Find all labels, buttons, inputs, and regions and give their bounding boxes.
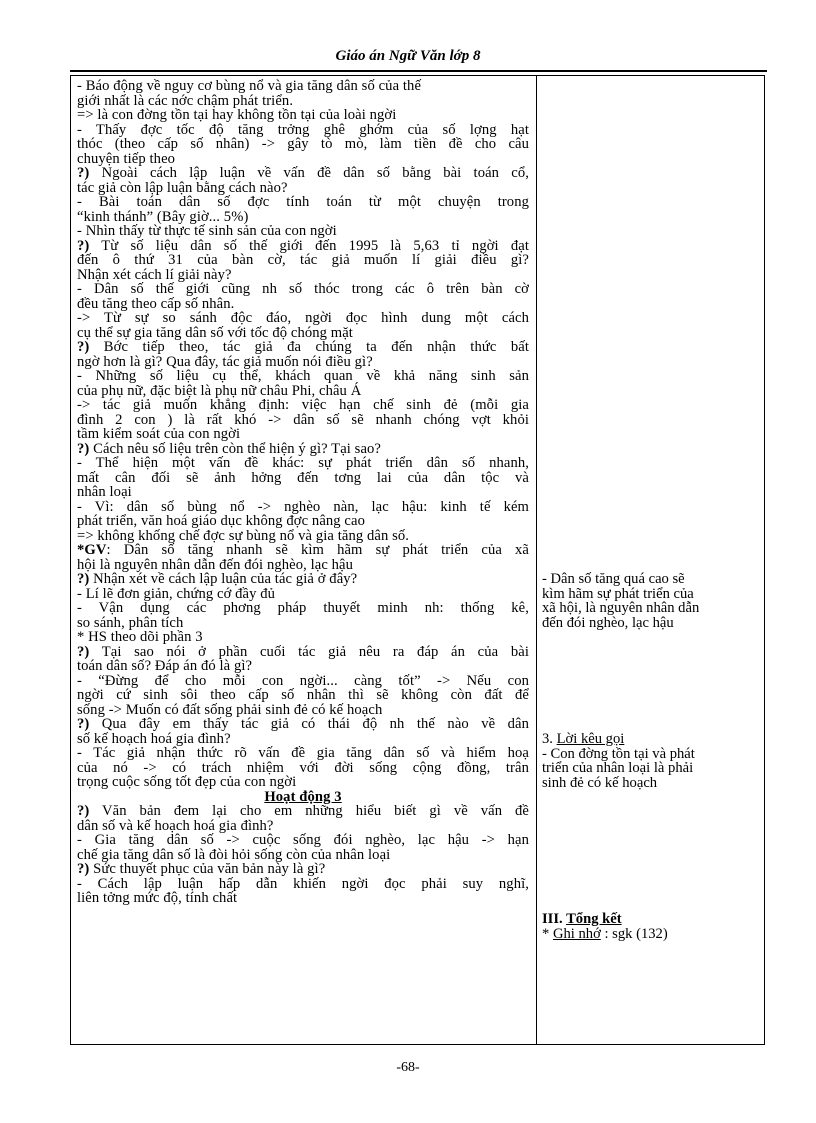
text-line xyxy=(77,732,529,747)
note-line: - Dân số tăng quá cao sẽ xyxy=(542,571,685,587)
line-text: - Thấy đợc tốc độ tăng trởng ghê ghớm của số lợng hạt xyxy=(77,121,529,138)
line-text: dân số và kế hoạch hoá gia đình? xyxy=(77,817,274,834)
line-text: ngờ hơn là gì? Qua đây, tác giả muốn nói điều gì? xyxy=(77,353,373,370)
text-line xyxy=(77,775,529,790)
line-text: - Thể hiện một vấn đề khác: sự phát triển dân số nhanh, xyxy=(77,455,529,471)
line-text: - Vận dụng các phơng pháp thuyết minh nh: thống kê, xyxy=(77,600,529,616)
text-line xyxy=(77,398,529,413)
text-line xyxy=(77,108,529,123)
note-line: đến đói nghèo, lạc hậu xyxy=(542,614,674,631)
section-3 xyxy=(542,732,754,790)
text-line xyxy=(77,340,529,355)
line-text: phát triển, văn hoá giáo dục không đợc nâng cao xyxy=(77,513,365,529)
text-line xyxy=(77,471,529,486)
text-line xyxy=(77,268,529,283)
line-text: toán dân số? Đáp án đó là gì? xyxy=(77,658,253,674)
section-number: 3. xyxy=(542,731,553,747)
text-line xyxy=(77,413,529,428)
text-line xyxy=(77,152,529,167)
line-text: chế gia tăng dân số là đòi hỏi sống còn của nhân loại xyxy=(77,846,391,863)
line-text: giới nhất là các nớc chậm phát triển. xyxy=(77,92,294,109)
section-3-heading xyxy=(542,732,754,747)
text-line xyxy=(77,572,529,587)
text-line xyxy=(77,94,529,109)
text-line xyxy=(77,514,529,529)
line-text: chuyện tiếp theo xyxy=(77,150,176,167)
line-text: liên tởng mức độ, tính chất xyxy=(77,890,238,906)
text-line xyxy=(77,239,529,254)
line-text: * HS theo dõi phần 3 xyxy=(77,629,203,645)
line-text: - Tác giả nhận thức rõ vấn đề gia tăng dân số và hiểm hoạ xyxy=(77,745,529,761)
line-text: - Bài toán dân số đợc tính toán từ một chuyện trong xyxy=(77,194,529,210)
question-marker: ?) xyxy=(77,339,90,355)
summary-section xyxy=(542,912,754,941)
line-text: hội là nguyên nhân dẫn đến đói nghèo, lạc hậu xyxy=(77,556,354,573)
line-text: - “Đừng để cho mỗi con ngời... càng tốt” -> Nếu con xyxy=(77,672,529,689)
text-line xyxy=(77,369,529,384)
line-text: Ngoài cách lập luận về vấn đề dân số bằng bài toán cổ, xyxy=(101,165,529,181)
line-text: - Vì: dân số bùng nổ -> nghèo nàn, lạc hậu: kinh tế kém xyxy=(77,498,529,515)
text-line xyxy=(77,703,529,718)
text-line xyxy=(77,195,529,210)
line-text: Tại sao nói ở phần cuối tác giả nêu ra đáp án của bài xyxy=(101,643,529,660)
line-text: Cách nêu số liệu trên còn thể hiện ý gì? Tại sao? xyxy=(93,440,382,457)
text-line xyxy=(77,688,529,703)
line-text: “kinh thánh” (Bây giờ... 5%) xyxy=(77,208,249,225)
text-line xyxy=(77,529,529,544)
line-text: - Những số liệu cụ thể, khách quan về khả năng sinh sản xyxy=(77,368,529,384)
text-line xyxy=(77,181,529,196)
page-number: -68- xyxy=(396,1060,420,1075)
text-line xyxy=(77,326,529,341)
question-marker: ?) xyxy=(77,440,90,457)
line-text: so sánh, phân tích xyxy=(77,614,184,631)
text-line xyxy=(77,587,529,602)
text-line xyxy=(77,79,529,94)
line-text: - Báo động về nguy cơ bùng nổ và gia tăng dân số của thế xyxy=(77,79,422,94)
text-line xyxy=(77,862,529,877)
text-line xyxy=(77,819,529,834)
summary-title: Tổng kết xyxy=(566,911,622,927)
text-line xyxy=(77,500,529,515)
summary-note xyxy=(542,927,754,942)
line-text: mất cân đối sẽ ảnh hởng đến tơng lai của dân tộc và xyxy=(77,469,529,486)
line-text: ngời cứ sinh sôi theo cấp số nhân thì sẽ không còn đất để xyxy=(77,687,529,703)
question-marker: ?) xyxy=(77,861,90,877)
line-text: Từ số liệu dân số thế giới đến 1995 là 5,63 tỉ ngời đạt xyxy=(101,237,529,254)
note-line: kìm hãm sự phát triển của xyxy=(542,585,694,602)
text-line xyxy=(77,630,529,645)
note-text: : sgk (132) xyxy=(600,925,668,942)
text-line xyxy=(77,137,529,152)
population-consequence-note xyxy=(542,572,754,630)
question-marker: ?) xyxy=(77,643,90,660)
text-line xyxy=(77,210,529,225)
text-line xyxy=(77,282,529,297)
line-text: - Dân số thế giới cũng nh số thóc trong các ô trên bàn cờ xyxy=(77,281,529,297)
text-line xyxy=(77,123,529,138)
text-line xyxy=(77,717,529,732)
text-line xyxy=(77,166,529,181)
line-text: - Lí lẽ đơn giản, chứng cớ đầy đủ xyxy=(77,585,276,602)
question-marker: ?) xyxy=(77,716,90,732)
line-text: => không khống chế đợc sự bùng nổ và gia tăng dân số. xyxy=(77,527,410,544)
text-line xyxy=(77,877,529,892)
line-text: tầm kiểm soát của con ngời xyxy=(77,426,241,442)
text-line xyxy=(77,746,529,761)
text-line xyxy=(77,355,529,370)
line-text: của phụ nữ, đặc biệt là phụ nữ châu Phi, châu Á xyxy=(77,382,362,399)
text-line xyxy=(77,891,529,906)
line-text: đều tăng theo cấp số nhân. xyxy=(77,295,235,312)
summary-heading xyxy=(542,912,754,927)
question-marker: ?) xyxy=(77,165,90,181)
line-text: Sức thuyết phục của văn bản này là gì? xyxy=(93,861,326,877)
line-text: Hoạt động 3 xyxy=(264,788,342,805)
question-marker: ?) xyxy=(77,571,90,587)
page-header: Giáo án Ngữ Văn lớp 8 xyxy=(335,48,481,64)
text-line xyxy=(77,833,529,848)
line-text: của nó -> có trách nhiệm với đời sống cộng đồng, trân xyxy=(77,759,529,776)
text-line xyxy=(77,804,529,819)
column-divider xyxy=(536,76,537,1044)
line-text: sống -> Muốn có đất sống phải sinh đẻ có kế hoạch xyxy=(77,701,383,718)
text-line xyxy=(77,384,529,399)
text-line xyxy=(77,659,529,674)
note-line: xã hội, là nguyên nhân dẫn xyxy=(542,600,700,616)
text-line xyxy=(77,674,529,689)
section-line: triển của nhân loại là phải xyxy=(542,760,694,776)
text-line xyxy=(77,442,529,457)
text-line xyxy=(77,645,529,660)
text-line xyxy=(77,616,529,631)
line-text: - Gia tăng dân số -> cuộc sống đói nghèo, lạc hậu -> hạn xyxy=(77,832,529,848)
line-text: => là con đờng tồn tại hay không tồn tại của loài ngời xyxy=(77,107,397,123)
line-text: số kế hoạch hoá gia đình? xyxy=(77,730,231,747)
line-text: -> Từ sự so sánh độc đáo, ngời đọc hình dung một cách xyxy=(77,310,529,326)
summary-number: III. xyxy=(542,911,563,927)
line-text: -> tác giả muốn khẳng định: việc hạn chế sinh đẻ (mỗi gia xyxy=(77,397,529,413)
content-column xyxy=(542,76,760,1042)
line-text: đình 2 con ) là rất khó -> dân số sẽ nhanh chóng vợt khỏi xyxy=(77,411,529,428)
text-line xyxy=(77,601,529,616)
text-line xyxy=(77,558,529,573)
text-line xyxy=(77,297,529,312)
line-text: thóc (theo cấp số nhân) -> gây tò mò, làm tiền đề cho câu xyxy=(77,136,529,152)
line-text: - Cách lập luận hấp dẫn khiến ngời đọc phải suy nghĩ, xyxy=(77,875,529,892)
line-text: Nhận xét về cách lập luận của tác giả ở đây? xyxy=(93,571,358,587)
text-line xyxy=(77,761,529,776)
activity-column xyxy=(77,79,529,1042)
teacher-marker: *GV xyxy=(77,542,107,558)
section-3-title: Lời kêu gọi xyxy=(556,731,625,747)
line-text: cụ thể sự gia tăng dân số với tốc độ chóng mặt xyxy=(77,324,353,341)
line-text: Bớc tiếp theo, tác giả đa chúng ta đến nhận thức bất xyxy=(103,339,529,355)
line-text: đến ô thứ 31 của bàn cờ, tác giả muốn lí giải điều gì? xyxy=(77,252,529,268)
text-line xyxy=(77,311,529,326)
question-marker: ?) xyxy=(77,803,90,819)
line-text: Văn bản đem lại cho em những hiểu biết gì về vấn đề xyxy=(102,803,529,819)
line-text: Nhận xét cách lí giải này? xyxy=(77,266,232,283)
text-line: *GV: Dân số tăng nhanh sẽ kìm hãm sự phát triển của xã xyxy=(77,542,529,558)
question-marker: ?) xyxy=(77,237,90,254)
section-line: - Con đờng tồn tại và phát xyxy=(542,745,695,762)
activity-heading xyxy=(77,790,529,805)
text-line xyxy=(77,485,529,500)
text-line xyxy=(77,456,529,471)
line-text: trọng cuộc sống tốt đẹp của con ngời xyxy=(77,774,297,790)
text-line xyxy=(77,224,529,239)
text-line xyxy=(77,848,529,863)
line-text: tác giả còn lập luận bằng cách nào? xyxy=(77,179,288,196)
text-line xyxy=(77,427,529,442)
line-text: - Nhìn thấy từ thực tế sinh sản của con ngời xyxy=(77,223,337,239)
line-text: Dân số tăng nhanh sẽ kìm hãm sự phát triển của xã xyxy=(123,542,529,558)
lesson-table xyxy=(70,75,765,1045)
line-text: nhân loại xyxy=(77,484,132,500)
header-rule xyxy=(70,70,767,72)
line-text: Qua đây em thấy tác giả có thái độ nh thế nào về dân xyxy=(101,716,529,732)
section-line: sinh đẻ có kế hoạch xyxy=(542,774,658,791)
text-line xyxy=(77,253,529,268)
note-prefix: * xyxy=(542,925,553,942)
note-label: Ghi nhớ xyxy=(552,925,601,942)
